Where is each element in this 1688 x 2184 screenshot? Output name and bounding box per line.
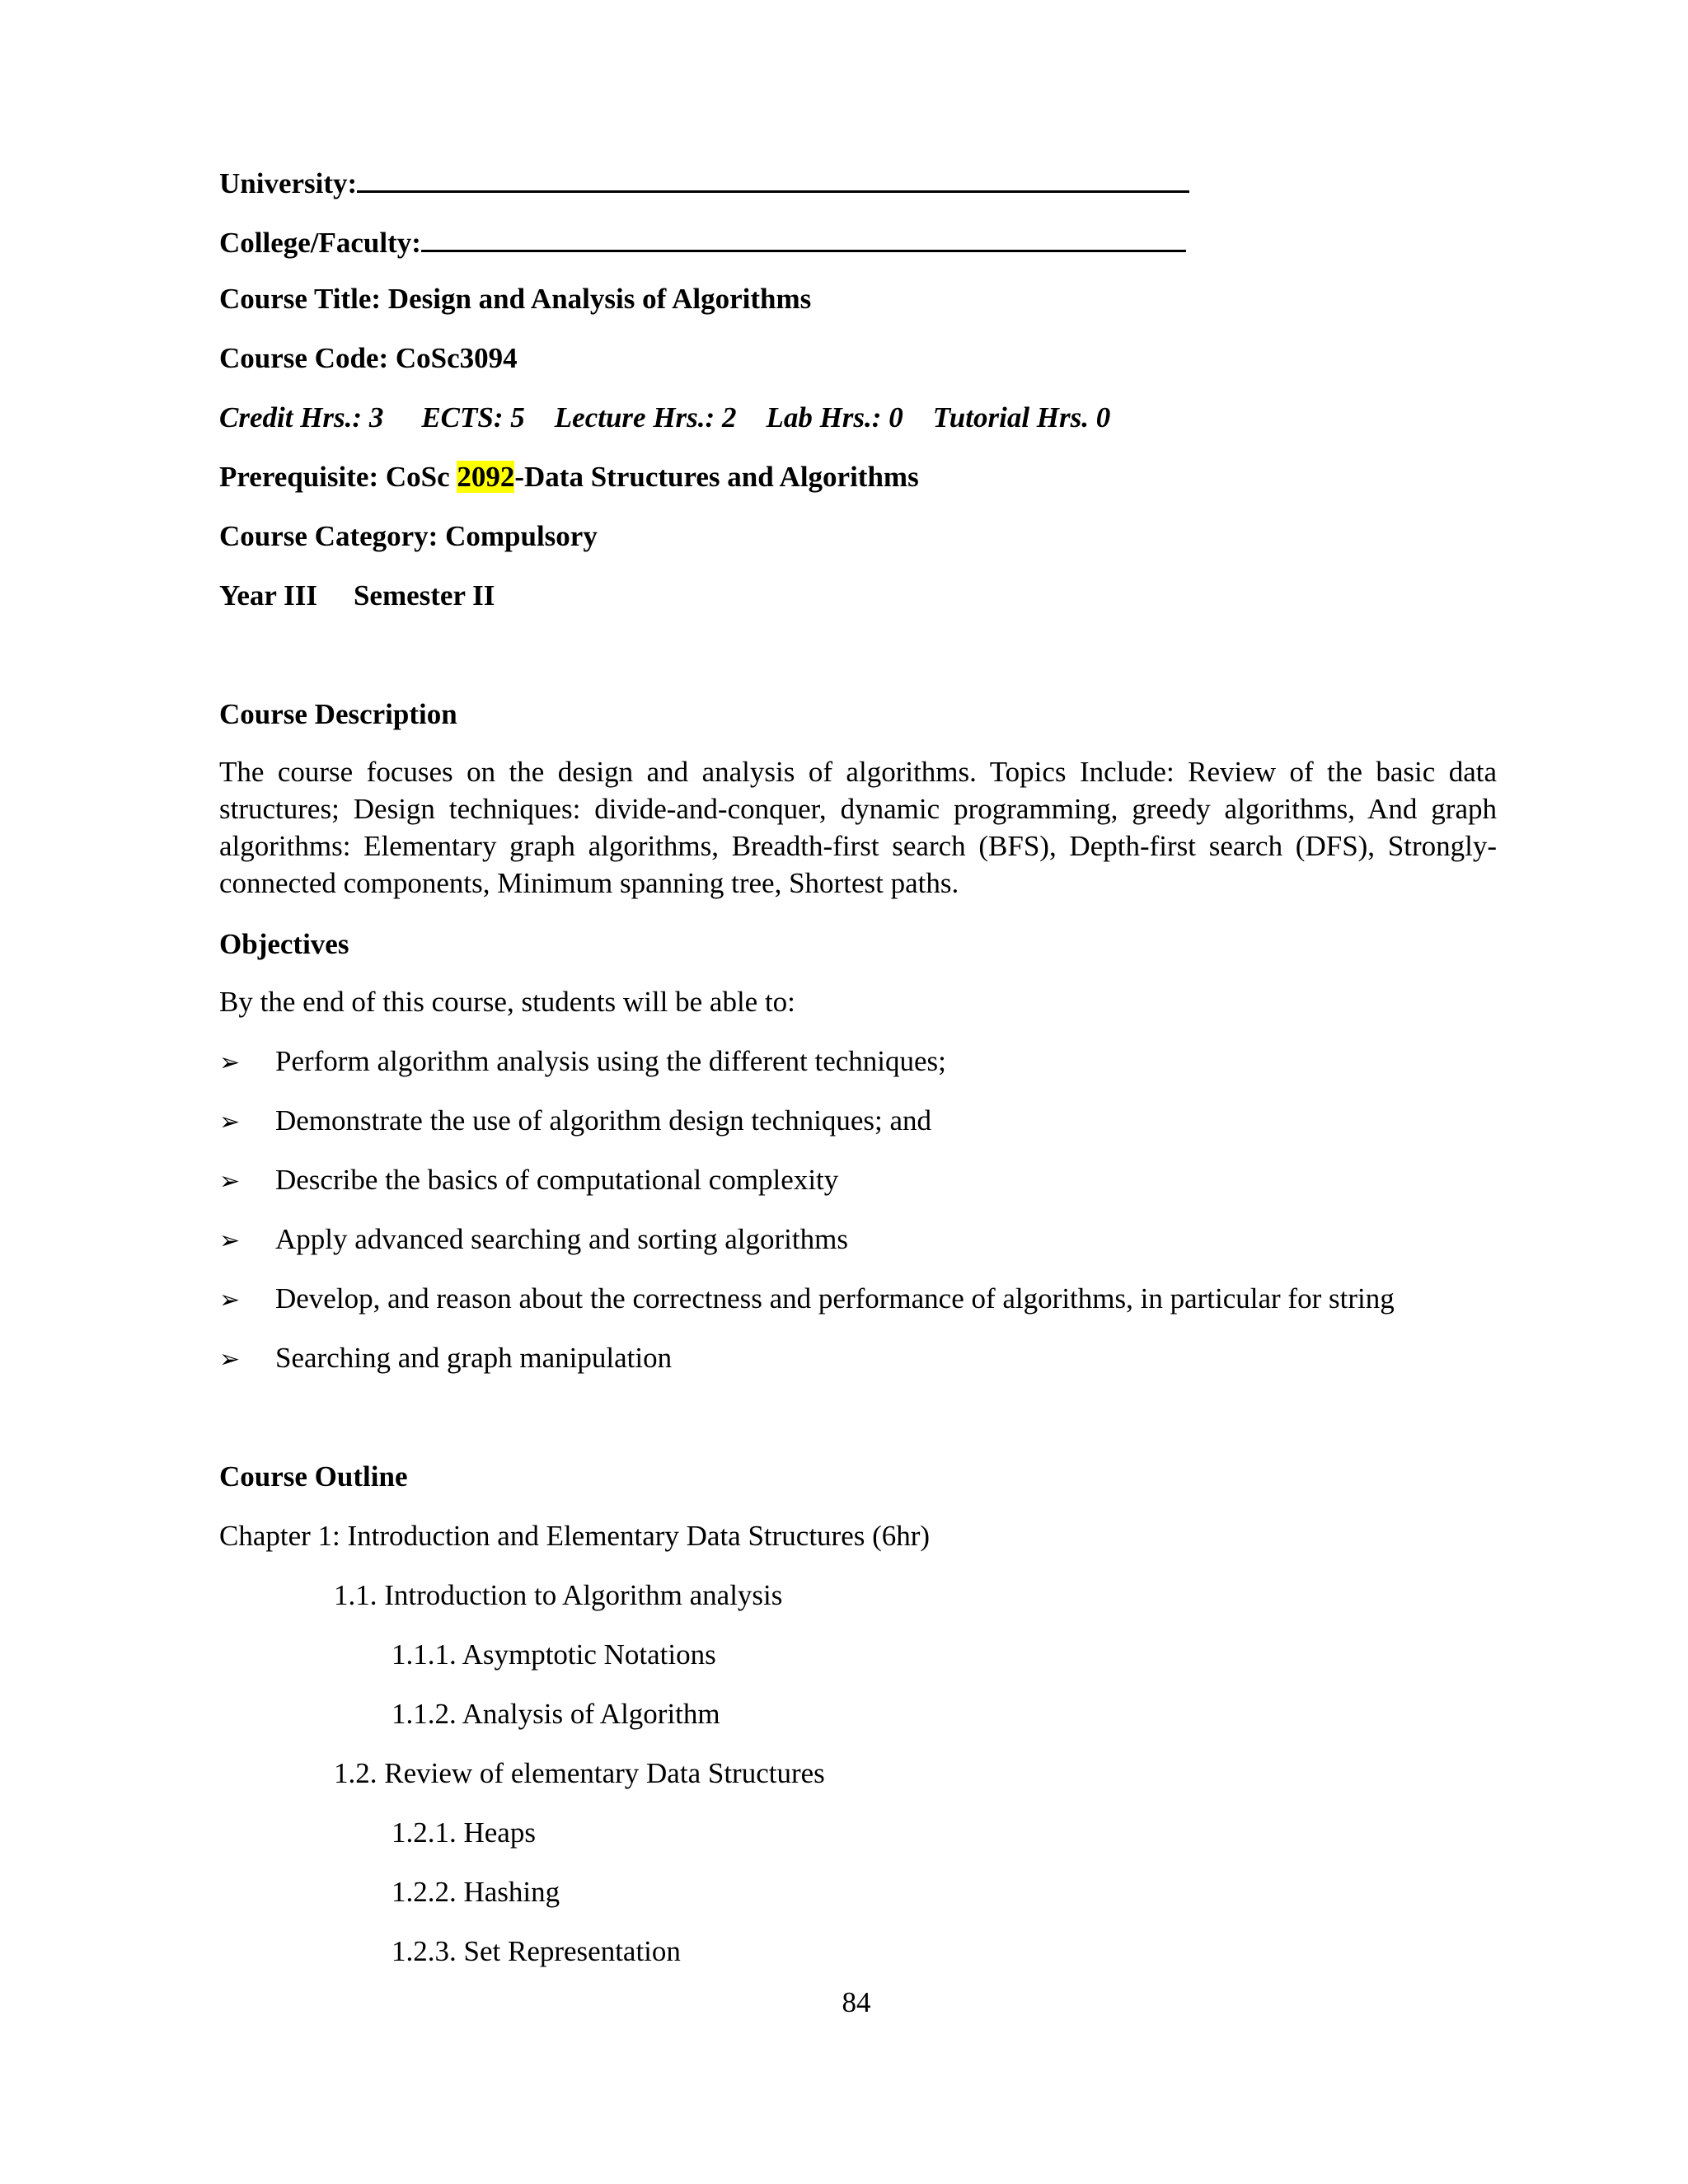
- lecture-hrs: Lecture Hrs.: 2: [554, 401, 737, 434]
- objectives-heading: Objectives: [219, 928, 349, 960]
- university-blank: [357, 162, 1189, 193]
- arrow-bullet-icon: ➢: [219, 1167, 241, 1196]
- section-1-1-2: 1.1.2. Analysis of Algorithm: [392, 1698, 720, 1730]
- year: Year III: [219, 579, 317, 612]
- section-1-2-2: 1.2.2. Hashing: [392, 1876, 560, 1908]
- arrow-bullet-icon: ➢: [219, 1345, 241, 1374]
- credit-info-line: [219, 400, 1110, 436]
- objective-item: ➢ Searching and graph manipulation: [219, 1340, 672, 1378]
- college-label: College/Faculty:: [219, 227, 421, 259]
- prerequisite-prefix: Prerequisite: CoSc: [219, 461, 457, 493]
- arrow-bullet-icon: ➢: [219, 1226, 241, 1255]
- objective-item: ➢ Apply advanced searching and sorting algorithms: [219, 1221, 848, 1259]
- credit-hrs: Credit Hrs.: 3: [219, 401, 384, 434]
- college-blank: [421, 222, 1186, 252]
- section-1-1-1: 1.1.1. Asymptotic Notations: [392, 1638, 716, 1671]
- university-line: [219, 162, 1189, 202]
- objective-item: ➢ Demonstrate the use of algorithm design techniques; and: [219, 1103, 931, 1141]
- year-semester-line: [219, 578, 495, 614]
- objective-item: ➢ Describe the basics of computational complexity: [219, 1162, 838, 1200]
- section-1-1: 1.1. Introduction to Algorithm analysis: [334, 1579, 783, 1611]
- prerequisite-line: [219, 459, 919, 495]
- section-1-2-3: 1.2.3. Set Representation: [392, 1935, 681, 1967]
- course-title: Course Title: Design and Analysis of Algorithms: [219, 283, 812, 315]
- lab-hrs: Lab Hrs.: 0: [766, 401, 903, 434]
- ects: ECTS: 5: [421, 401, 525, 434]
- arrow-bullet-icon: ➢: [219, 1048, 241, 1077]
- description-heading: Course Description: [219, 698, 457, 730]
- prerequisite-suffix: -Data Structures and Algorithms: [514, 461, 919, 493]
- outline-heading: Course Outline: [219, 1460, 408, 1493]
- arrow-bullet-icon: ➢: [219, 1286, 241, 1315]
- objectives-intro: By the end of this course, students will be able to:: [219, 986, 795, 1018]
- course-category: Course Category: Compulsory: [219, 520, 598, 552]
- arrow-bullet-icon: ➢: [219, 1108, 241, 1137]
- semester: Semester II: [353, 579, 495, 612]
- objective-item: ➢ Develop, and reason about the correctness and performance of algorithms, in particular for string: [219, 1281, 1395, 1319]
- section-1-2: 1.2. Review of elementary Data Structures: [334, 1757, 825, 1789]
- objective-item: ➢ Perform algorithm analysis using the different techniques;: [219, 1043, 946, 1081]
- description-paragraph: The course focuses on the design and analysis of algorithms. Topics Include: Review of the basic data structures; Design techniques: divide-and-conquer, dynamic programming, greedy algorithms, And graph algorithms: Elementary graph algorithms, Breadth-first search (BFS), Depth-first search (DFS), Strongly-connected components, Minimum spanning tree, Shortest paths.: [219, 756, 1497, 899]
- prerequisite-code-highlight: 2092: [457, 461, 515, 493]
- university-label: University:: [219, 167, 358, 199]
- section-1-2-1: 1.2.1. Heaps: [392, 1816, 536, 1849]
- course-code: Course Code: CoSc3094: [219, 342, 518, 374]
- page-number: 84: [842, 1986, 871, 2018]
- chapter-1-title: Chapter 1: Introduction and Elementary Data Structures (6hr): [219, 1520, 931, 1552]
- tutorial-hrs: Tutorial Hrs. 0: [932, 401, 1111, 434]
- college-line: [219, 222, 1186, 261]
